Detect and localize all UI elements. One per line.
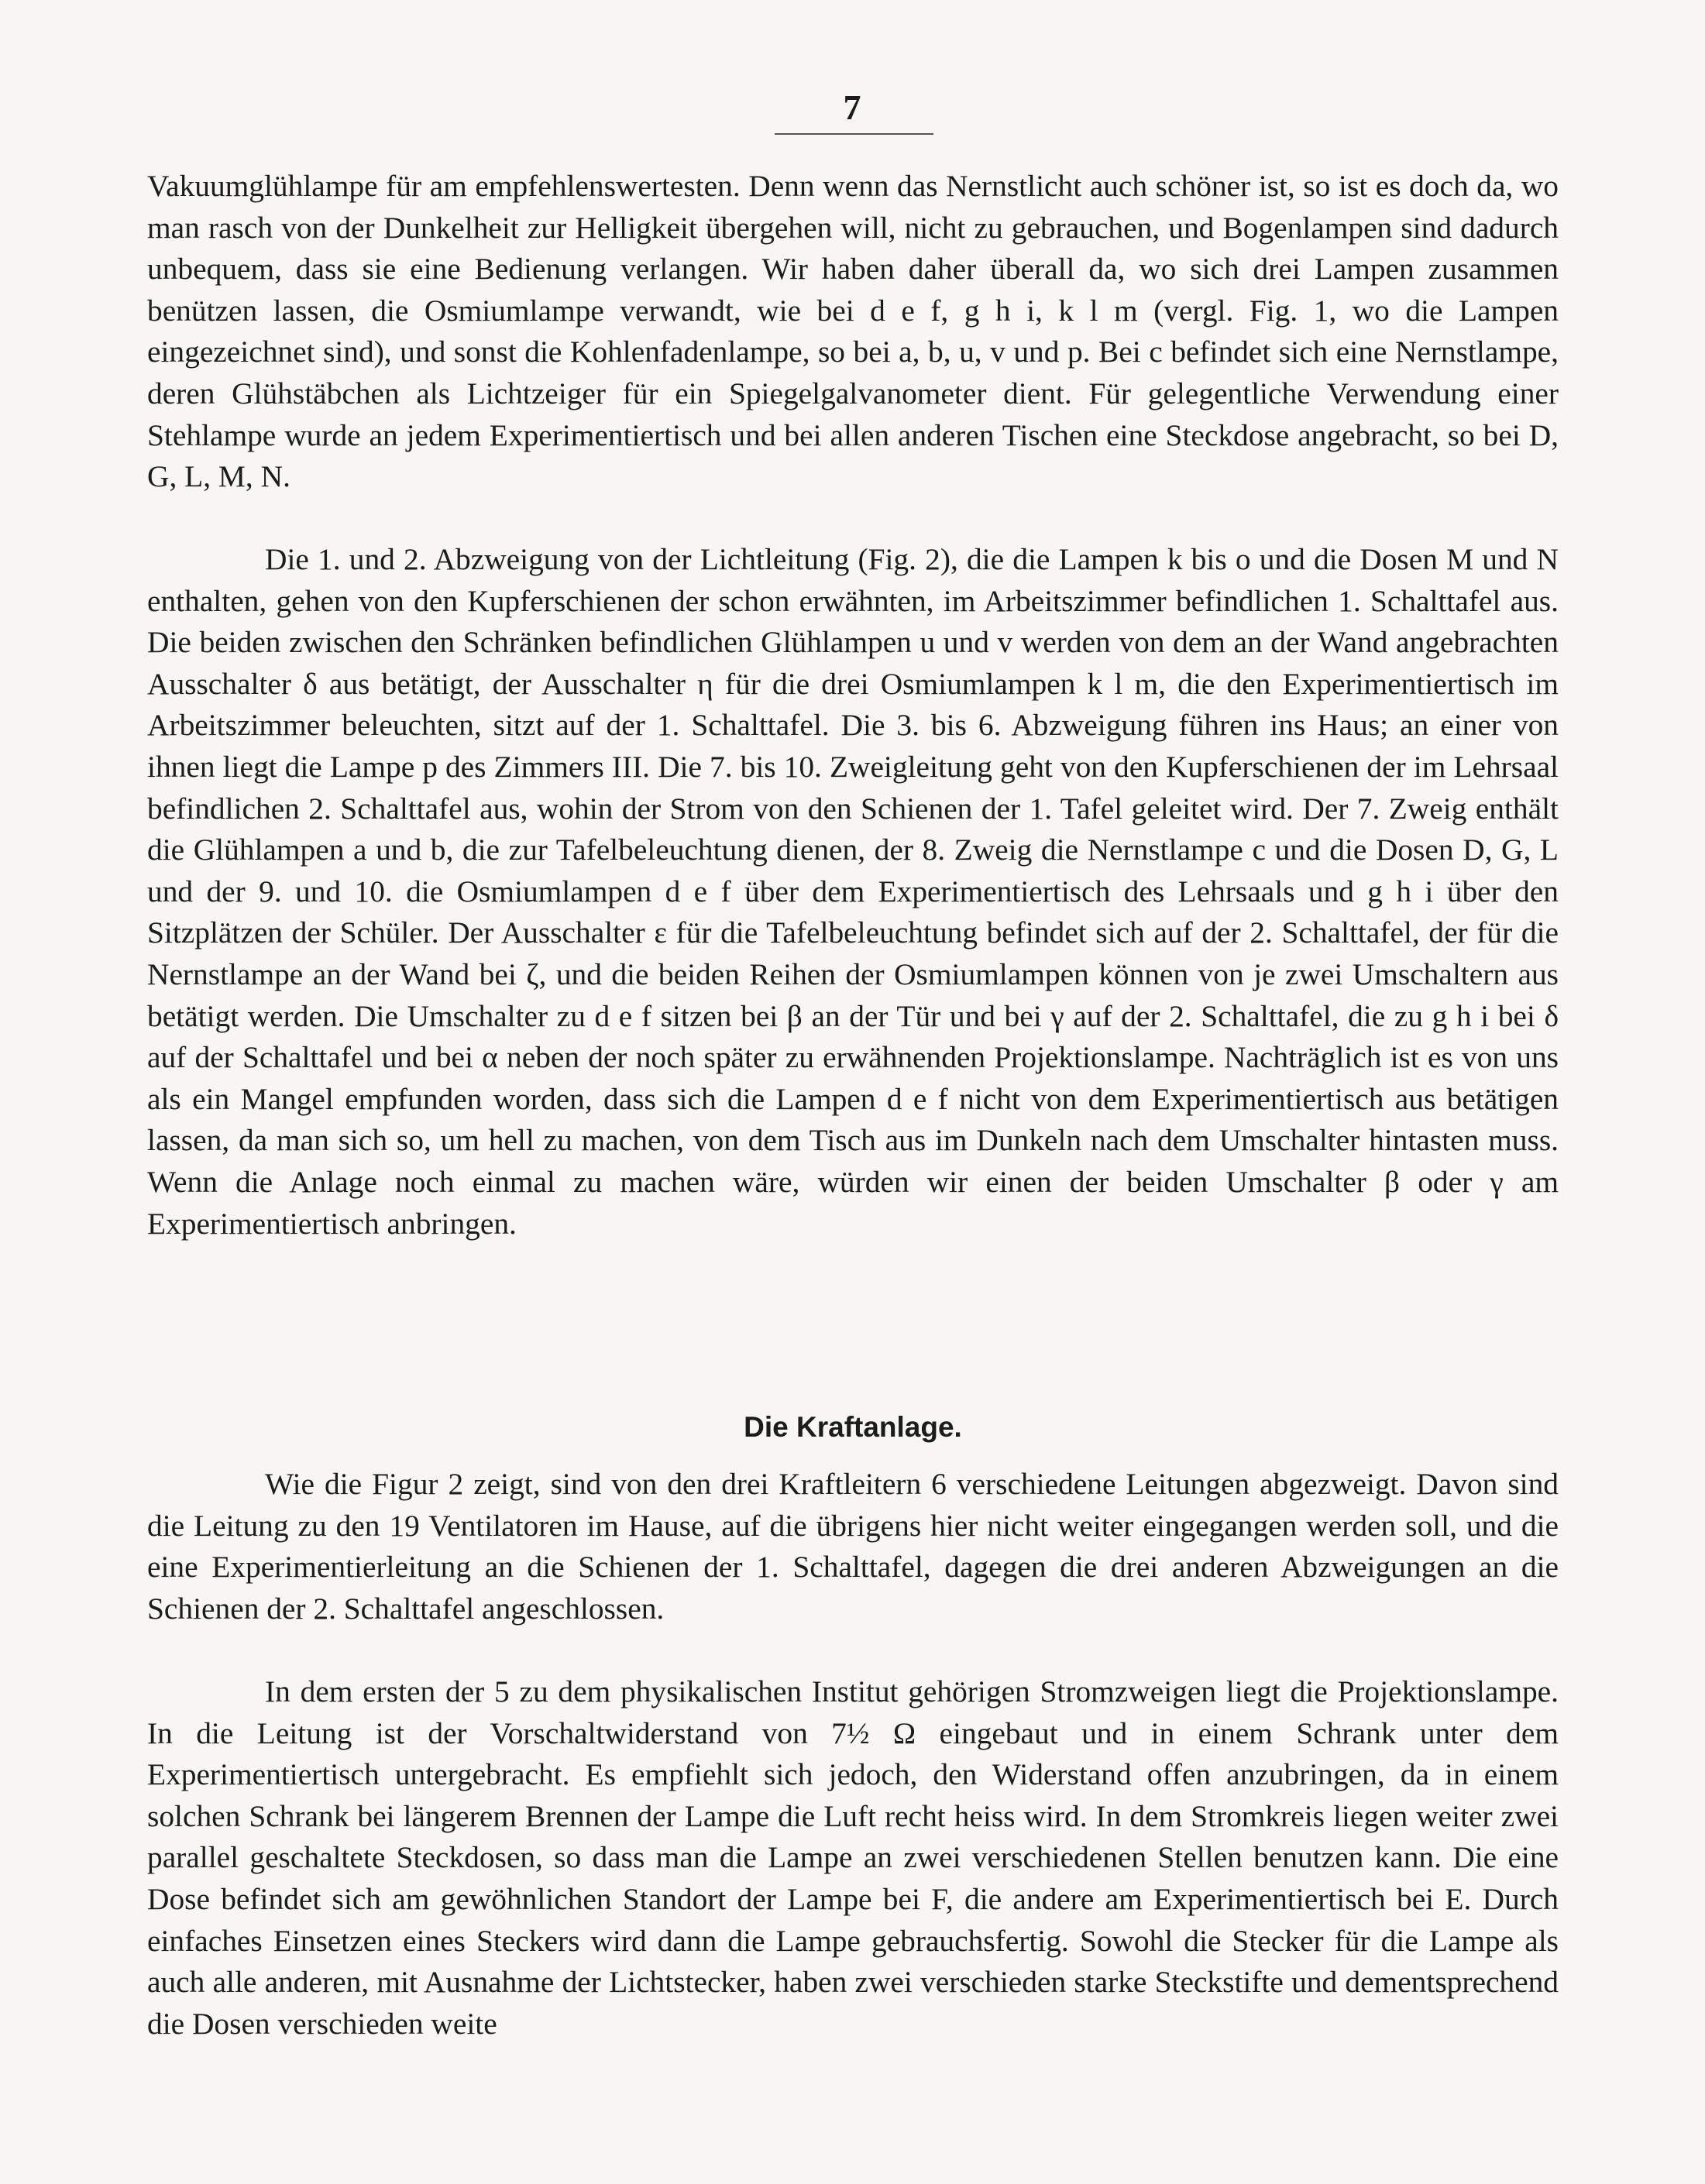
paragraph-power-lines: Wie die Figur 2 zeigt, sind von den drei Kraftleitern 6 verschiedene Leitungen abgezweigt. Davon sind die Leitung zu den 19 Ventilatoren im Hause, auf die übrigens hier nicht weiter eingegangen werden soll, und die eine Experimentierleitung an die Schienen der 1. Schalttafel, dagegen die drei anderen Abzweigungen an die Schienen der 2. Schalttafel angeschlossen. <box>147 1467 1559 1626</box>
header-rule <box>775 133 933 135</box>
section-heading: Die Kraftanlage. <box>744 1411 962 1443</box>
page-number: 7 <box>843 88 861 127</box>
paragraph-projection-lamp: In dem ersten der 5 zu dem physikalischen Institut gehörigen Stromzweigen liegt die Projektionslampe. In die Leitung ist der Vorschaltwiderstand von 7½ Ω eingebaut und in einem Schrank unter dem Experimentiertisch untergebracht. Es empfiehlt sich jedoch, den Widerstand offen anzubringen, da in einem solchen Schrank bei längerem Brennen der Lampe die Luft recht heiss wird. In dem Stromkreis liegen weiter zwei parallel geschaltete Steckdosen, so dass man die Lampe an zwei verschiedenen Stellen benutzen kann. Die eine Dose befindet sich am gewöhnlichen Standort der Lampe bei F, die andere am Experimentiertisch bei E. Durch einfaches Einsetzen eines Steckers wird dann die Lampe gebrauchsfertig. Sowohl die Stecker für die Lampe als auch alle anderen, mit Ausnahme der Lichtstecker, haben zwei verschieden starke Steckstifte und dementsprechend die Dosen verschieden weite <box>147 1674 1559 2041</box>
paragraph-lighting-branches: Die 1. und 2. Abzweigung von der Lichtleitung (Fig. 2), die die Lampen k bis o und die Dosen M und N enthalten, gehen von den Kupferschienen der schon erwähnten, im Arbeitszimmer befindlichen 1. Schalttafel aus. Die beiden zwischen den Schränken befindlichen Glühlampen u und v werden von dem an der Wand angebrachten Ausschalter δ aus betätigt, der Ausschalter η für die drei Osmiumlampen k l m, die den Experimentiertisch im Arbeitszimmer beleuchten, sitzt auf der 1. Schalttafel. Die 3. bis 6. Abzweigung führen ins Haus; an einer von ihnen liegt die Lampe p des Zimmers III. Die 7. bis 10. Zweigleitung geht von den Kupferschienen der im Lehrsaal befindlichen 2. Schalttafel aus, wohin der Strom von den Schienen der 1. Tafel geleitet wird. Der 7. Zweig enthält die Glühlampen a und b, die zur Tafelbeleuchtung dienen, der 8. Zweig die Nernstlampe c und die Dosen D, G, L und der 9. und 10. die Osmiumlampen d e f über dem Experimentiertisch des Lehrsaals und g h i über den Sitzplätzen der Schüler. Der Ausschalter ε für die Tafelbeleuchtung befindet sich auf der 2. Schalttafel, der für die Nernstlampe an der Wand bei ζ, und die beiden Reihen der Osmiumlampen können von je zwei Umschaltern aus betätigt werden. Die Umschalter zu d e f sitzen bei β an der Tür und bei γ auf der 2. Schalttafel, die zu g h i bei δ auf der Schalttafel und bei α neben der noch später zu erwähnenden Projektionslampe. Nachträglich ist es von uns als ein Mangel empfunden worden, dass sich die Lampen d e f nicht von dem Experimentiertisch aus betätigen lassen, da man sich so, um hell zu machen, von dem Tisch aus im Dunkeln nach dem Umschalter hintasten muss. Wenn die Anlage noch einmal zu machen wäre, würden wir einen der beiden Umschalter β oder γ am Experimentiertisch anbringen. <box>147 542 1559 1241</box>
paragraph-lighting-continued: Vakuumglühlampe für am empfehlenswertesten. Denn wenn das Nernstlicht auch schöner ist, so ist es doch da, wo man rasch von der Dunkelheit zur Helligkeit übergehen will, nicht zu gebrauchen, und Bogenlampen sind dadurch unbequem, dass sie eine Bedienung verlangen. Wir haben daher überall da, wo sich drei Lampen zusammen benützen lassen, die Osmiumlampe verwandt, wie bei d e f, g h i, k l m (vergl. Fig. 1, wo die Lampen eingezeichnet sind), und sonst die Kohlenfadenlampe, so bei a, b, u, v und p. Bei c befindet sich eine Nernstlampe, deren Glühstäbchen als Lichtzeiger für ein Spiegelgalvanometer dient. Für gelegentliche Verwendung einer Stehlampe wurde an jedem Experimentiertisch und bei allen anderen Tischen eine Steckdose angebracht, so bei D, G, L, M, N. <box>147 169 1559 494</box>
